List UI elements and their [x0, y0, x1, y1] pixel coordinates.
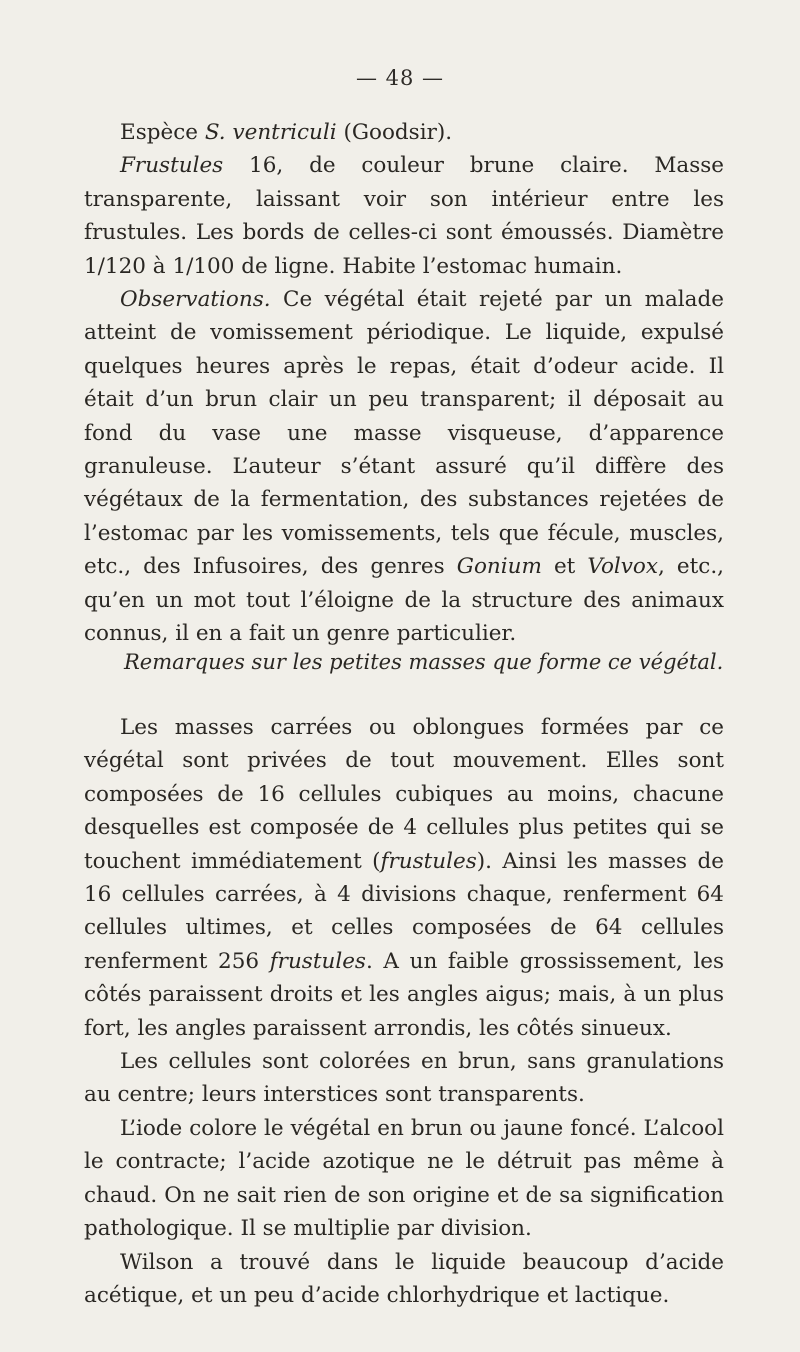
p1-part-c: . A un faible grossissement, les côtés paraissent droits et les angles aigus; mais, à un plus fort, les angles paraissent arrondis, les côtés sinueux. [84, 948, 724, 1041]
observations-paragraph [84, 283, 724, 650]
observations-and: et [541, 554, 588, 580]
genus-volvox: Volvox [587, 554, 658, 580]
observations-label: Observations. [120, 287, 271, 313]
frustules-label: Frustules [120, 153, 224, 179]
p1-frustules-2: frustules [269, 948, 366, 974]
paragraph-masses [84, 711, 724, 1045]
p1-frustules: frustules [380, 848, 477, 874]
body-text [84, 711, 724, 1312]
species-heading-paragraph [84, 116, 724, 149]
paragraph-iode: L’iode colore le végétal en brun ou jaune foncé. L’alcool le contracte; l’acide azotique ne le détruit pas même à chaud. On ne sait rien de son origine et de sa signification pathologique. Il se multiplie par division. [84, 1115, 724, 1242]
genus-gonium: Gonium [456, 554, 542, 580]
page-number: — 48 — [355, 66, 445, 90]
species-author: (Goodsir). [336, 120, 453, 145]
observations-text-2: , etc., qu’en un mot tout l’éloigne de la structure des animaux connus, il en a fait un genre particulier. [84, 554, 724, 647]
p1-part-b: ). Ainsi les masses de 16 cellules carrées, à 4 divisions chaque, renferment 64 cellules ultimes, et celles composées de 64 cellules renferment 256 [84, 848, 724, 974]
species-name: S. ventriculi [204, 120, 337, 145]
paragraph-wilson: Wilson a trouvé dans le liquide beaucoup d’acide acétique, et un peu d’acide chlorhydrique et lactique. [84, 1249, 724, 1308]
paragraph-cellules: Les cellules sont colorées en brun, sans granulations au centre; leurs interstices sont transparents. [84, 1049, 724, 1108]
remarques-heading: Remarques sur les petites masses que forme ce végétal. [124, 650, 724, 674]
p1-part-a: Les masses carrées ou oblongues formées par ce végétal sont privées de tout mouvement. Elles sont composées de 16 cellules cubiques au moins, chacune desquelles est composée de 4 cellules plus petites qui se touchent immédiatement ( [84, 715, 724, 874]
species-description [84, 116, 724, 651]
remarques-section [84, 646, 724, 679]
frustules-text: 16, de couleur brune claire. Masse transparente, laissant voir son intérieur entre les frustules. Les bords de celles-ci sont émoussés. Diamètre 1/120 à 1/100 de ligne. Habite l’estomac humain. [84, 153, 724, 279]
species-lead: Espèce [120, 120, 205, 145]
frustules-paragraph [84, 149, 724, 283]
observations-text-1: Ce végétal était rejeté par un malade atteint de vomissement périodique. Le liquide, expulsé quelques heures après le repas, était d’odeur acide. Il était d’un brun clair un peu transparent; il déposait au fond du vase une masse visqueuse, d’apparence granuleuse. L’auteur s’étant assuré qu’il diffère des végétaux de la fermentation, des substances rejetées de l’estomac par les vomissements, tels que fécule, muscles, etc., des Infusoires, des genres [84, 287, 724, 580]
